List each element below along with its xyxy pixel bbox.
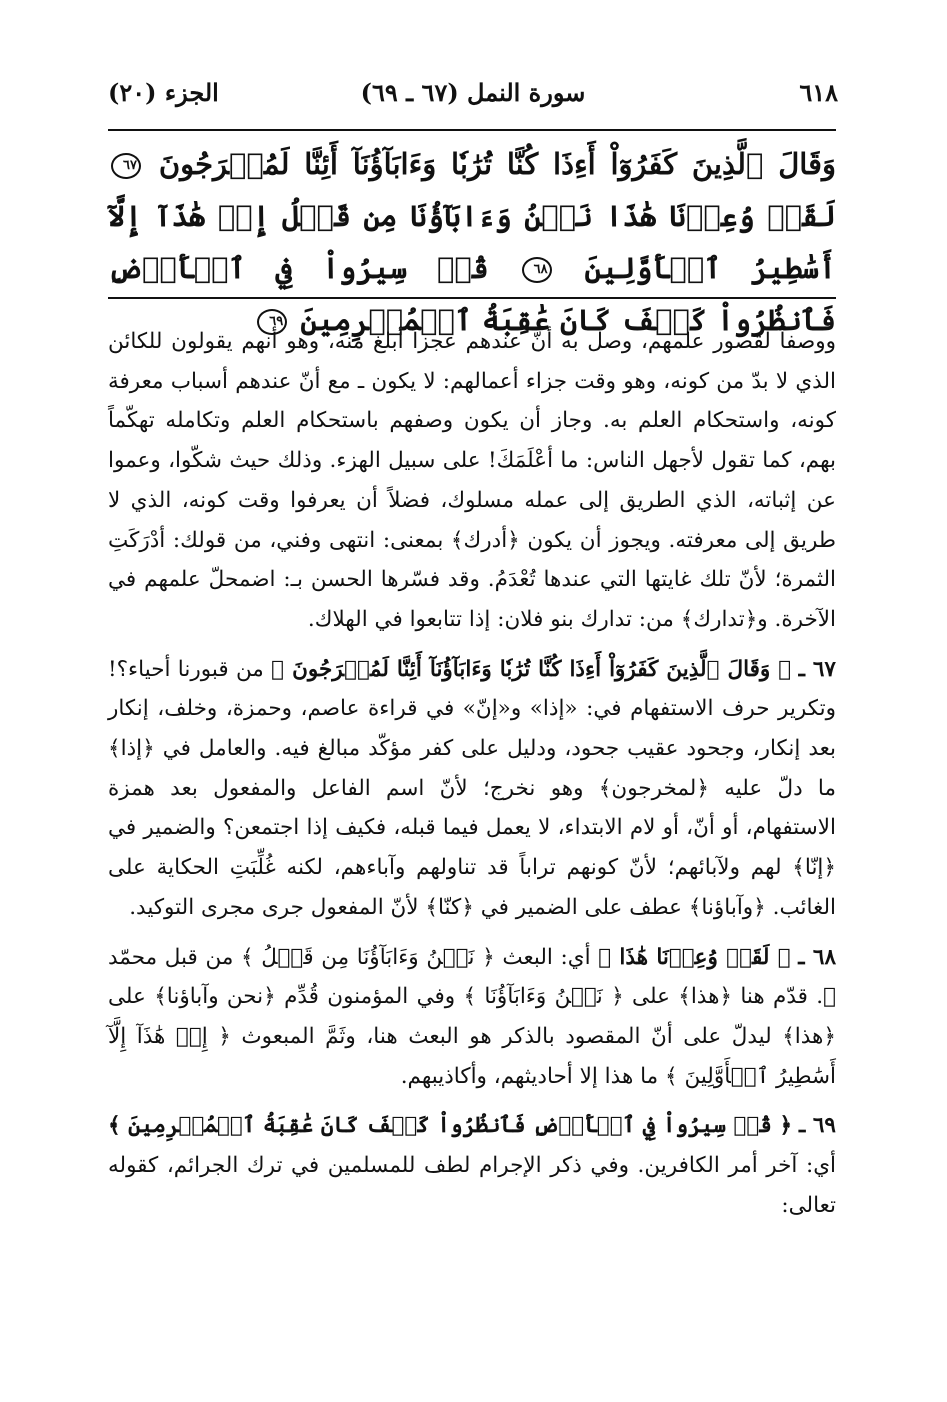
verse-68-quote: ﴿ لَقَدۡ وُعِدۡنَا هَٰذَا ﴾ (598, 944, 791, 970)
juz-label: الجزء (٢٠) (108, 78, 219, 107)
verse-69-text: قُلۡ سِيرُواْ فِي ٱلۡأَرۡضِ فَٱنظُرُواْ كَيۡفَ كَانَ عَٰقِبَةُ ٱلۡمُجۡرِمِينَ (108, 251, 836, 337)
page-number: ٦١٨ (799, 78, 838, 107)
verse-69-number: ٦٩ ـ (799, 1113, 836, 1139)
verse-68-commentary: أي: البعث ﴿ نَحۡنُ وَءَابَآؤُنَا مِن قَبۡلُ ﴾ من قبل محمّد ﷺ. قدّم هنا ﴿هذا﴾ على ﴿ نَحۡنُ وَءَابَآؤُنَا ﴾ وفي المؤمنون قُدِّم ﴿نحن وآباؤنا﴾ على ﴿هذا﴾ ليدلّ على أنّ المقصود بالذكر هو البعث هنا، وثَمَّ المبعوث ﴿ إِنۡ هَٰذَآ إِلَّآ أَسَٰطِيرُ ٱلۡأَوَّلِينَ ﴾ ما هذا إلا أحاديثهم، وأكاذيبهم. (108, 944, 836, 1089)
verse-67-number: ٦٧ ـ (798, 656, 836, 682)
verse-67-commentary: من قبورنا أحياء؟! وتكرير حرف الاستفهام في: «إذا» و«إنّ» في قراءة عاصم، وحمزة، وخلف، إنكار بعد إنكار، وجحود عقيب جحود، ودليل على كفر مؤكّد مبالغ فيه. والعامل في ﴿إذا﴾ ما دلّ عليه ﴿لمخرجون﴾ وهو نخرج؛ لأنّ اسم الفاعل والمفعول بعد همزة الاستفهام، أو أنّ، أو لام الابتداء، لا يعمل فيما قبله، فكيف إذا اجتمعن؟ والضمير في ﴿إنّا﴾ لهم ولآبائهم؛ لأنّ كونهم تراباً قد تناولهم وآباءهم، لكنه غُلِّبَتِ الحكاية على الغائب. ﴿وآباؤنا﴾ عطف على الضمير في ﴿كنّا﴾ لأنّ المفعول جرى مجرى التوكيد. (108, 656, 836, 920)
verse-67-quote: ﴿ وَقَالَ ٱلَّذِينَ كَفَرُوٓاْ أَءِذَا كُنَّا تُرَٰبٗا وَءَابَآؤُنَآ أَئِنَّا لَمُخۡرَجُونَ ﴾ (271, 656, 792, 682)
verse-68-text: لَقَدۡ وُعِدۡنَا هَٰذَا نَحۡنُ وَءَابَآؤُنَا مِن قَبۡلُ إِنۡ هَٰذَآ إِلَّآ أَسَٰطِيرُ ٱلۡأَوَّلِينَ (108, 199, 836, 285)
verse-68-marker: ٦٨ (522, 257, 552, 283)
commentary-verse-68 (108, 938, 836, 1097)
verse-69-commentary: أي: آخر أمر الكافرين. وفي ذكر الإجرام لطف للمسلمين في ترك الجرائم، كقوله تعالى: (108, 1153, 836, 1218)
verse-68-number: ٦٨ ـ (798, 944, 836, 970)
surah-title: سورة النمل (٦٧ ـ ٦٩) (360, 78, 586, 107)
verses-divider (108, 297, 836, 299)
commentary-verse-67 (108, 650, 836, 928)
verse-67-marker: ٦٧ (111, 153, 141, 179)
commentary (108, 322, 836, 1235)
page-header (108, 78, 838, 118)
verse-67-text: وَقَالَ ٱلَّذِينَ كَفَرُوٓاْ أَءِذَا كُنَّا تُرَٰبٗا وَءَابَآؤُنَآ أَئِنَّا لَمُخۡرَجُونَ (158, 147, 836, 181)
commentary-paragraph-1: ووصفاً لقصور علمهم، وصل به أنّ عندهم عجزاً أبلغ منه، وهو أنهم يقولون للكائن الذي لا بدّ من كونه، وهو وقت جزاء أعمالهم: لا يكون ـ مع أنّ عندهم أسباب معرفة كونه، واستحكام العلم به. وجاز أن يكون وصفهم باستحكام العلم وتكامله تهكّماً بهم، كما تقول لأجهل الناس: ما أعْلَمَكَ! على سبيل الهزء. وذلك حيث شكّوا، وعموا عن إثباته، الذي الطريق إلى عمله مسلوك، فضلاً أن يعرفوا وقت كونه، الذي لا طريق إلى معرفته. ويجوز أن يكون ﴿أدرك﴾ بمعنى: انتهى وفني، من قولك: أدْرَكَتِ الثمرة؛ لأنّ تلك غايتها التي عندها تُعْدَمُ. وقد فسّرها الحسن بـ: اضمحلّ علمهم في الآخرة. و﴿تدارك﴾ من: تدارك بنو فلان: إذا تتابعوا في الهلاك. (108, 329, 836, 632)
commentary-verse-69 (108, 1106, 836, 1225)
verse-69-quote: ﴿ قُلۡ سِيرُواْ فِي ٱلۡأَرۡضِ فَٱنظُرُواْ كَيۡفَ كَانَ عَٰقِبَةُ ٱلۡمُجۡرِمِينَ ﴾ (108, 1113, 793, 1139)
quran-verses (108, 138, 836, 346)
verse-69-marker: ٦٩ (257, 309, 287, 335)
header-divider (108, 129, 836, 131)
